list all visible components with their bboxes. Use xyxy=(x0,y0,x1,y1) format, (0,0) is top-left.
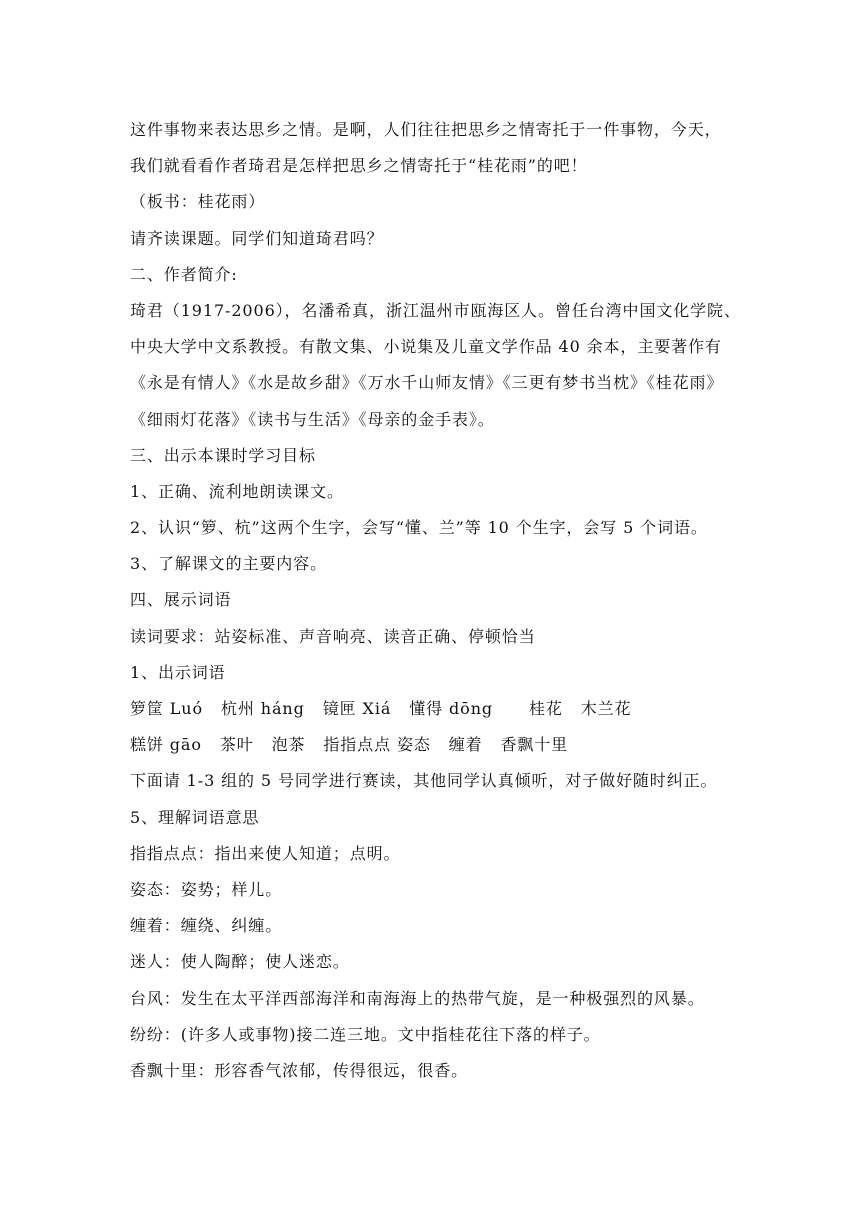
blackboard-note: （板书：桂花雨） xyxy=(130,192,266,212)
definition-line: 迷人：使人陶醉；使人迷恋。 xyxy=(130,952,350,972)
document-body xyxy=(130,112,740,1089)
list-item: 1、出示词语 xyxy=(130,662,226,682)
paragraph-line: 中央大学中文系教授。有散文集、小说集及儿童文学作品 40 余本，主要著作有 xyxy=(130,337,722,357)
paragraph-line: 读词要求：站姿标准、声音响亮、读音正确、停顿恰当 xyxy=(130,626,536,646)
list-item: 2、认识“箩、杭”这两个生字，会写“懂、兰”等 10 个生字，会写 5 个词语。 xyxy=(130,518,708,538)
vocabulary-line: 箩筐 Luó 杭州 háng 镜匣 Xiá 懂得 dōng 桂花 木兰花 xyxy=(130,699,632,718)
paragraph-line: 这件事物来表达思乡之情。是啊，人们往往把思乡之情寄托于一件事物，今天， xyxy=(130,120,722,139)
definition-line: 台风：发生在太平洋西部海洋和南海海上的热带气旋，是一种极强烈的风暴。 xyxy=(130,988,705,1008)
definition-line: 缠着：缠绕、纠缠。 xyxy=(130,916,283,936)
paragraph-line: 《永是有情人》《水是故乡甜》《万水千山师友情》《三更有梦书当枕》《桂花雨》 xyxy=(130,373,724,393)
vocabulary-line: 糕饼 gāo 茶叶 泡茶 指指点点 姿态 缠着 香飘十里 xyxy=(130,735,569,755)
list-item: 3、了解课文的主要内容。 xyxy=(130,554,327,574)
section-heading-author: 二、作者简介: xyxy=(130,264,238,284)
definition-line: 指指点点：指出来使人知道；点明。 xyxy=(130,843,401,863)
section-heading-words: 四、展示词语 xyxy=(130,590,232,610)
paragraph-line: 我们就看看作者琦君是怎样把思乡之情寄托于“桂花雨”的吧！ xyxy=(130,156,588,176)
definition-line: 香飘十里：形容香气浓郁，传得很远，很香。 xyxy=(130,1060,469,1080)
section-heading-goals: 三、出示本课时学习目标 xyxy=(130,445,316,465)
definition-line: 姿态：姿势；样儿。 xyxy=(130,879,283,899)
paragraph-line: 下面请 1-3 组的 5 号同学进行赛读，其他同学认真倾听，对子做好随时纠正。 xyxy=(130,771,718,791)
paragraph-line: 《细雨灯花落》《读书与生活》《母亲的金手表》。 xyxy=(130,409,495,429)
definition-line: 纷纷：(许多人或事物)接二连三地。文中指桂花往下落的样子。 xyxy=(130,1024,601,1044)
paragraph-line: 请齐读课题。同学们知道琦君吗？ xyxy=(130,228,384,248)
list-item: 5、理解词语意思 xyxy=(130,807,260,827)
paragraph-line: 琦君（1917-2006），名潘希真，浙江温州市瓯海区人。曾任台湾中国文化学院、 xyxy=(130,300,741,320)
list-item: 1、正确、流利地朗读课文。 xyxy=(130,481,344,501)
